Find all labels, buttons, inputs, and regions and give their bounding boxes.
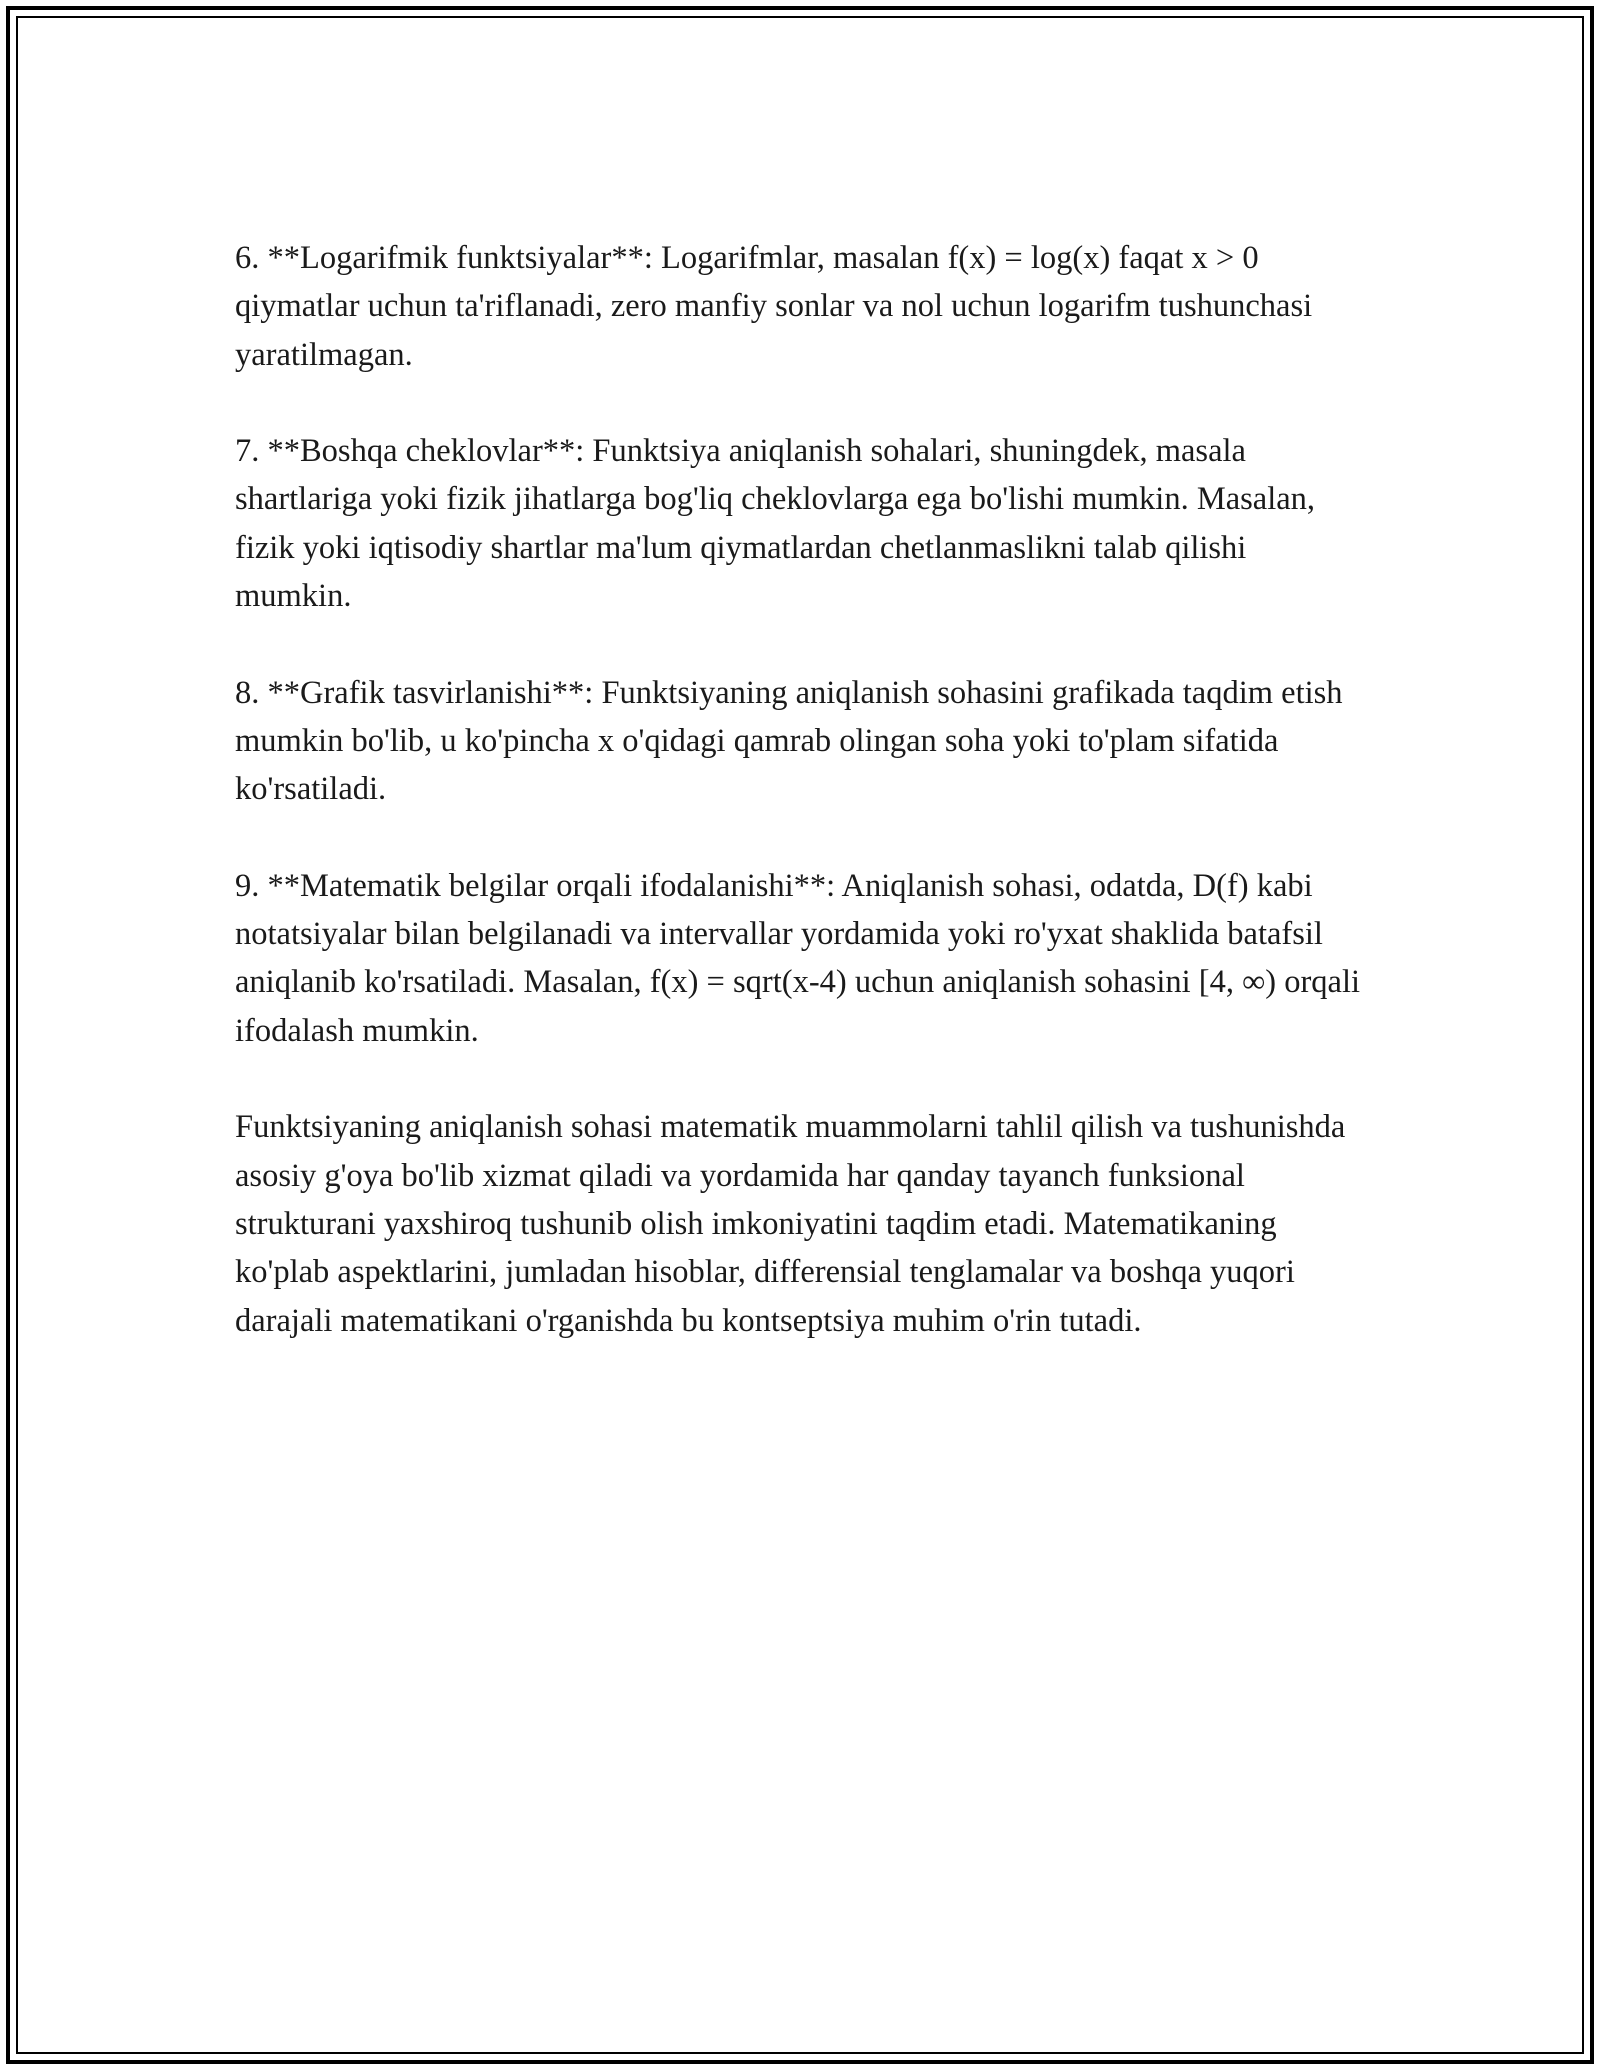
document-body xyxy=(235,234,1370,1393)
paragraph-logarithmic-functions: 6. **Logarifmik funktsiyalar**: Logarifmlar, masalan f(x) = log(x) faqat x > 0 qiymatlar uchun ta'riflanadi, zero manfiy sonlar va nol uchun logarifm tushunchasi yaratilmagan. xyxy=(235,240,1313,373)
paragraph-other-constraints: 7. **Boshqa cheklovlar**: Funktsiya aniqlanish sohalari, shuningdek, masala shartlariga yoki fizik jihatlarga bog'liq cheklovlarga ega bo'lishi mumkin. Masalan, fizik yoki iqtisodiy shartlar ma'lum qiymatlardan chetlanmaslikni talab qilishi mumkin. xyxy=(235,433,1316,615)
paragraph-mathematical-notation: 9. **Matematik belgilar orqali ifodalanishi**: Aniqlanish sohasi, odatda, D(f) kabi notatsiyalar bilan belgilanadi va intervallar yordamida yoki ro'yxat shaklida batafsil aniqlanib ko'rsatiladi. Masalan, f(x) = sqrt(x-4) uchun aniqlanish sohasini [4, ∞) orqali ifodalash mumkin. xyxy=(235,867,1361,1049)
paragraph-graphical-representation: 8. **Grafik tasvirlanishi**: Funktsiyaning aniqlanish sohasini grafikada taqdim etish mumkin bo'lib, u ko'pincha x o'qidagi qamrab olingan soha yoki to'plam sifatida ko'rsatiladi. xyxy=(235,674,1343,808)
paragraph-conclusion: Funktsiyaning aniqlanish sohasi matematik muammolarni tahlil qilish va tushunishda asosiy g'oya bo'lib xizmat qiladi va yordamida har qanday tayanch funksional strukturani yaxshiroq tushunib olish imkoniyatini taqdim etadi. Matematikaning ko'plab aspektlarini, jumladan hisoblar, differensial tenglamalar va boshqa yuqori darajali matematikani o'rganishda bu kontseptsiya muhim o'rin tutadi. xyxy=(235,1109,1346,1339)
